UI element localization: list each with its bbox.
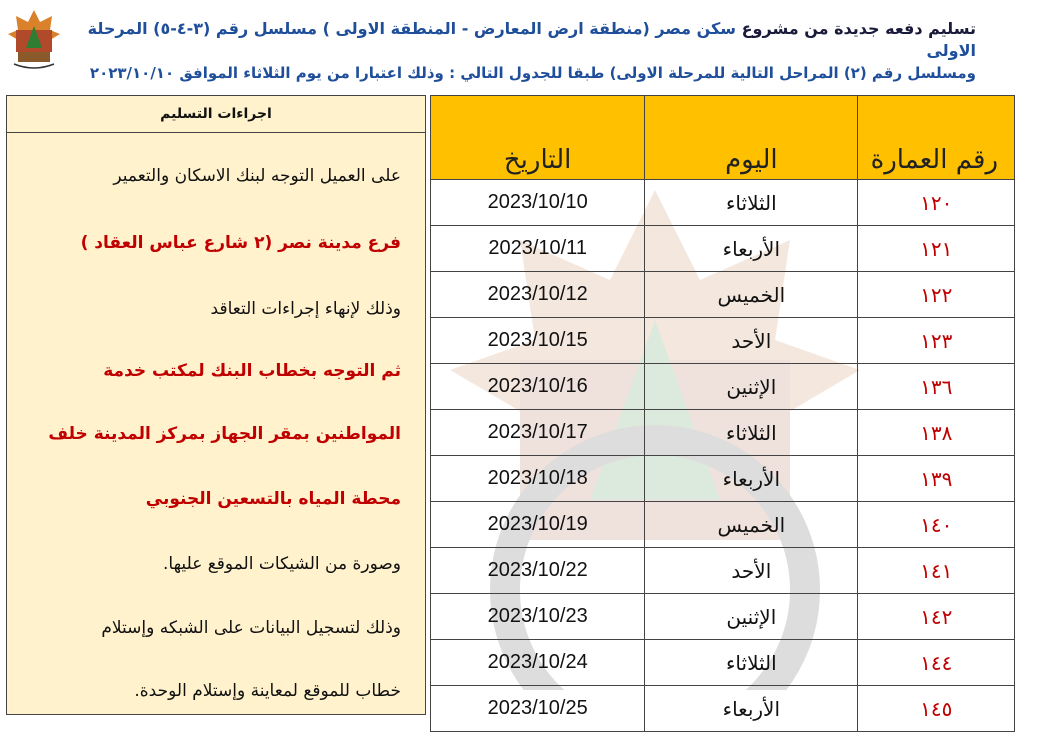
- table-row: [431, 686, 1015, 732]
- day-cell: الأربعاء: [645, 686, 858, 732]
- procedure-line: وذلك لتسجيل البيانات على الشبكه وإستلام: [101, 618, 401, 638]
- authority-logo: [6, 8, 62, 72]
- day-cell: الثلاثاء: [645, 640, 858, 686]
- header-subtitle: ومسلسل رقم (٢) المراحل التالية للمرحلة الاولى) طبقا للجدول التالي : وذلك اعتبارا من يوم الثلاثاء الموافق ٢٠٢٣/١٠/١٠: [89, 64, 976, 82]
- building-number-cell: ١٤٥: [858, 686, 1015, 732]
- procedure-line: ثم التوجه بخطاب البنك لمكتب خدمة: [103, 361, 401, 381]
- announcement-header: [80, 18, 976, 84]
- table-row: [431, 502, 1015, 548]
- building-number-cell: ١٤٠: [858, 502, 1015, 548]
- date-cell: 2023/10/18: [431, 456, 645, 502]
- header-day: اليوم: [645, 96, 858, 180]
- date-cell: 2023/10/19: [431, 502, 645, 548]
- day-cell: الثلاثاء: [645, 180, 858, 226]
- procedure-line: محطة المياه بالتسعين الجنوبي: [145, 489, 401, 509]
- table-row: [431, 410, 1015, 456]
- day-cell: الثلاثاء: [645, 410, 858, 456]
- building-number-cell: ١٢٠: [858, 180, 1015, 226]
- delivery-schedule-table: [430, 95, 1015, 732]
- date-cell: 2023/10/10: [431, 180, 645, 226]
- procedures-title: اجراءات التسليم: [7, 96, 425, 133]
- building-number-cell: ١٢١: [858, 226, 1015, 272]
- day-cell: الأربعاء: [645, 456, 858, 502]
- header-title: تسليم دفعه جديدة من مشروع: [741, 19, 976, 38]
- date-cell: 2023/10/17: [431, 410, 645, 456]
- table-row: [431, 594, 1015, 640]
- table-header-row: [431, 96, 1015, 180]
- procedure-line: خطاب للموقع لمعاينة وإستلام الوحدة.: [134, 681, 401, 701]
- building-number-cell: ١٢٣: [858, 318, 1015, 364]
- procedure-line: فرع مدينة نصر (٢ شارع عباس العقاد ): [80, 233, 401, 253]
- date-cell: 2023/10/12: [431, 272, 645, 318]
- building-number-cell: ١٢٢: [858, 272, 1015, 318]
- table-row: [431, 640, 1015, 686]
- day-cell: الإثنين: [645, 364, 858, 410]
- table-row: [431, 318, 1015, 364]
- header-building-number: رقم العمارة: [858, 96, 1015, 180]
- header-project: سكن مصر (منطقة ارض المعارض - المنطقة الاولى ) مسلسل رقم (٣-٤-٥) المرحلة الاولى: [87, 19, 976, 60]
- procedure-line: وذلك لإنهاء إجراءات التعاقد: [210, 299, 401, 319]
- table-row: [431, 272, 1015, 318]
- table-row: [431, 548, 1015, 594]
- procedure-line: المواطنين بمقر الجهاز بمركز المدينة خلف: [48, 424, 401, 444]
- building-number-cell: ١٤١: [858, 548, 1015, 594]
- date-cell: 2023/10/16: [431, 364, 645, 410]
- building-number-cell: ١٣٨: [858, 410, 1015, 456]
- day-cell: الخميس: [645, 502, 858, 548]
- day-cell: الخميس: [645, 272, 858, 318]
- procedure-line: على العميل التوجه لبنك الاسكان والتعمير: [113, 166, 401, 186]
- date-cell: 2023/10/24: [431, 640, 645, 686]
- header-date: التاريخ: [431, 96, 645, 180]
- day-cell: الأربعاء: [645, 226, 858, 272]
- building-number-cell: ١٤٢: [858, 594, 1015, 640]
- building-number-cell: ١٣٦: [858, 364, 1015, 410]
- date-cell: 2023/10/22: [431, 548, 645, 594]
- day-cell: الإثنين: [645, 594, 858, 640]
- date-cell: 2023/10/11: [431, 226, 645, 272]
- building-number-cell: ١٤٤: [858, 640, 1015, 686]
- table-row: [431, 456, 1015, 502]
- procedure-line: وصورة من الشيكات الموقع عليها.: [163, 554, 401, 574]
- day-cell: الأحد: [645, 548, 858, 594]
- date-cell: 2023/10/25: [431, 686, 645, 732]
- table-row: [431, 226, 1015, 272]
- table-row: [431, 180, 1015, 226]
- day-cell: الأحد: [645, 318, 858, 364]
- building-number-cell: ١٣٩: [858, 456, 1015, 502]
- table-row: [431, 364, 1015, 410]
- delivery-procedures-panel: [6, 95, 426, 715]
- date-cell: 2023/10/15: [431, 318, 645, 364]
- date-cell: 2023/10/23: [431, 594, 645, 640]
